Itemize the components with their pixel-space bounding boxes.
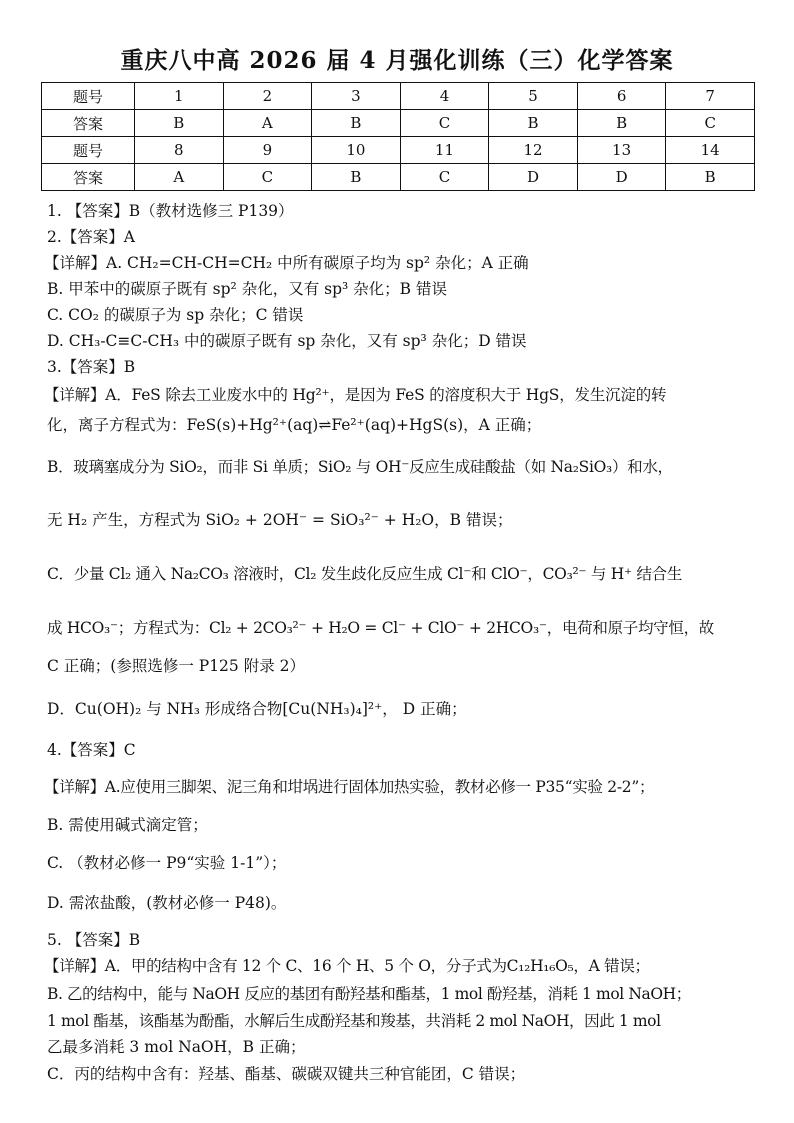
table-cell: 10 [312, 137, 401, 164]
table-cell: B [135, 110, 224, 137]
table-cell: 5 [489, 83, 578, 110]
text-line: B. 甲苯中的碳原子既有 sp² 杂化，又有 sp³ 杂化；B 错误 [47, 280, 447, 298]
text-line: D. 需浓盐酸，(教材必修一 P48)。 [47, 894, 287, 912]
table-cell: D [577, 164, 666, 191]
table-cell: C [400, 110, 489, 137]
text-line: C 正确；(参照选修一 P125 附录 2） [47, 657, 305, 675]
table-row [42, 164, 755, 191]
table-cell: 3 [312, 83, 401, 110]
row-label: 题号 [42, 83, 135, 110]
table-cell: 6 [577, 83, 666, 110]
table-cell: B [489, 110, 578, 137]
table-row [42, 83, 755, 110]
table-cell: 14 [666, 137, 755, 164]
table-cell: C [400, 164, 489, 191]
text-line: 【详解】A．FeS 除去工业废水中的 Hg²⁺，是因为 FeS 的溶度积大于 HgS，发生沉淀的转 [44, 386, 667, 404]
text-line: 【详解】A．甲的结构中含有 12 个 C、16 个 H、5 个 O，分子式为C₁₂H₁₆O₅，A 错误； [44, 957, 650, 975]
table-cell: 7 [666, 83, 755, 110]
table-cell: 2 [223, 83, 312, 110]
text-line: 1. 【答案】B（教材选修三 P139） [47, 202, 294, 220]
row-label: 答案 [42, 164, 135, 191]
text-line: C. CO₂ 的碳原子为 sp 杂化；C 错误 [47, 306, 304, 324]
table-cell: 9 [223, 137, 312, 164]
text-line: 【详解】A.应使用三脚架、泥三角和坩埚进行固体加热实验，教材必修一 P35“实验 2-2”； [44, 778, 655, 796]
table-cell: B [312, 164, 401, 191]
text-line: C．丙的结构中含有：羟基、酯基、碳碳双键共三种官能团，C 错误； [47, 1065, 526, 1083]
text-line: 4.【答案】C [47, 741, 136, 759]
table-cell: 11 [400, 137, 489, 164]
text-line: C. （教材必修一 P9“实验 1-1”）； [47, 854, 287, 872]
table-cell: B [666, 164, 755, 191]
text-line: C．少量 Cl₂ 通入 Na₂CO₃ 溶液时，Cl₂ 发生歧化反应生成 Cl⁻和 ClO⁻，CO₃²⁻ 与 H⁺ 结合生 [47, 565, 683, 583]
page-title: 重庆八中高 2026 届 4 月强化训练（三）化学答案 [120, 47, 674, 74]
text-line: B．玻璃塞成分为 SiO₂，而非 Si 单质；SiO₂ 与 OH⁻反应生成硅酸盐（如 Na₂SiO₃）和水， [47, 458, 673, 476]
table-cell: C [223, 164, 312, 191]
text-line: 3.【答案】B [47, 358, 136, 376]
row-label: 答案 [42, 110, 135, 137]
text-line: 【详解】A. CH₂=CH-CH=CH₂ 中所有碳原子均为 sp² 杂化；A 正确 [44, 254, 529, 272]
table-cell: 12 [489, 137, 578, 164]
text-line: 5. 【答案】B [47, 931, 141, 949]
answer-table [41, 82, 755, 191]
text-line: B. 乙的结构中，能与 NaOH 反应的基团有酚羟基和酯基，1 mol 酚羟基，消耗 1 mol NaOH； [47, 985, 691, 1003]
text-line: 1 mol 酯基，该酯基为酚酯，水解后生成酚羟基和羧基，共消耗 2 mol NaOH，因此 1 mol [47, 1012, 661, 1030]
text-line: 2.【答案】A [47, 228, 135, 246]
text-line: 成 HCO₃⁻；方程式为：Cl₂ + 2CO₃²⁻ + H₂O = Cl⁻ + ClO⁻ + 2HCO₃⁻，电荷和原子均守恒，故 [47, 619, 714, 637]
text-line: D．Cu(OH)₂ 与 NH₃ 形成络合物[Cu(NH₃)₄]²⁺， D 正确； [47, 700, 467, 718]
row-label: 题号 [42, 137, 135, 164]
table-row [42, 137, 755, 164]
text-line: 无 H₂ 产生，方程式为 SiO₂ + 2OH⁻ = SiO₃²⁻ + H₂O，B 错误； [47, 511, 513, 529]
table-cell: C [666, 110, 755, 137]
table-cell: B [312, 110, 401, 137]
table-cell: 13 [577, 137, 666, 164]
table-cell: 8 [135, 137, 224, 164]
table-cell: 1 [135, 83, 224, 110]
text-line: D. CH₃-C≡C-CH₃ 中的碳原子既有 sp 杂化，又有 sp³ 杂化；D 错误 [47, 332, 527, 350]
table-cell: D [489, 164, 578, 191]
table-cell: 4 [400, 83, 489, 110]
table-row [42, 110, 755, 137]
table-cell: A [223, 110, 312, 137]
text-line: 乙最多消耗 3 mol NaOH，B 正确； [47, 1038, 306, 1056]
text-line: B. 需使用碱式滴定管； [47, 816, 208, 834]
text-line: 化，离子方程式为：FeS(s)+Hg²⁺(aq)⇌Fe²⁺(aq)+HgS(s)，A 正确； [47, 416, 542, 434]
table-cell: B [577, 110, 666, 137]
table-cell: A [135, 164, 224, 191]
